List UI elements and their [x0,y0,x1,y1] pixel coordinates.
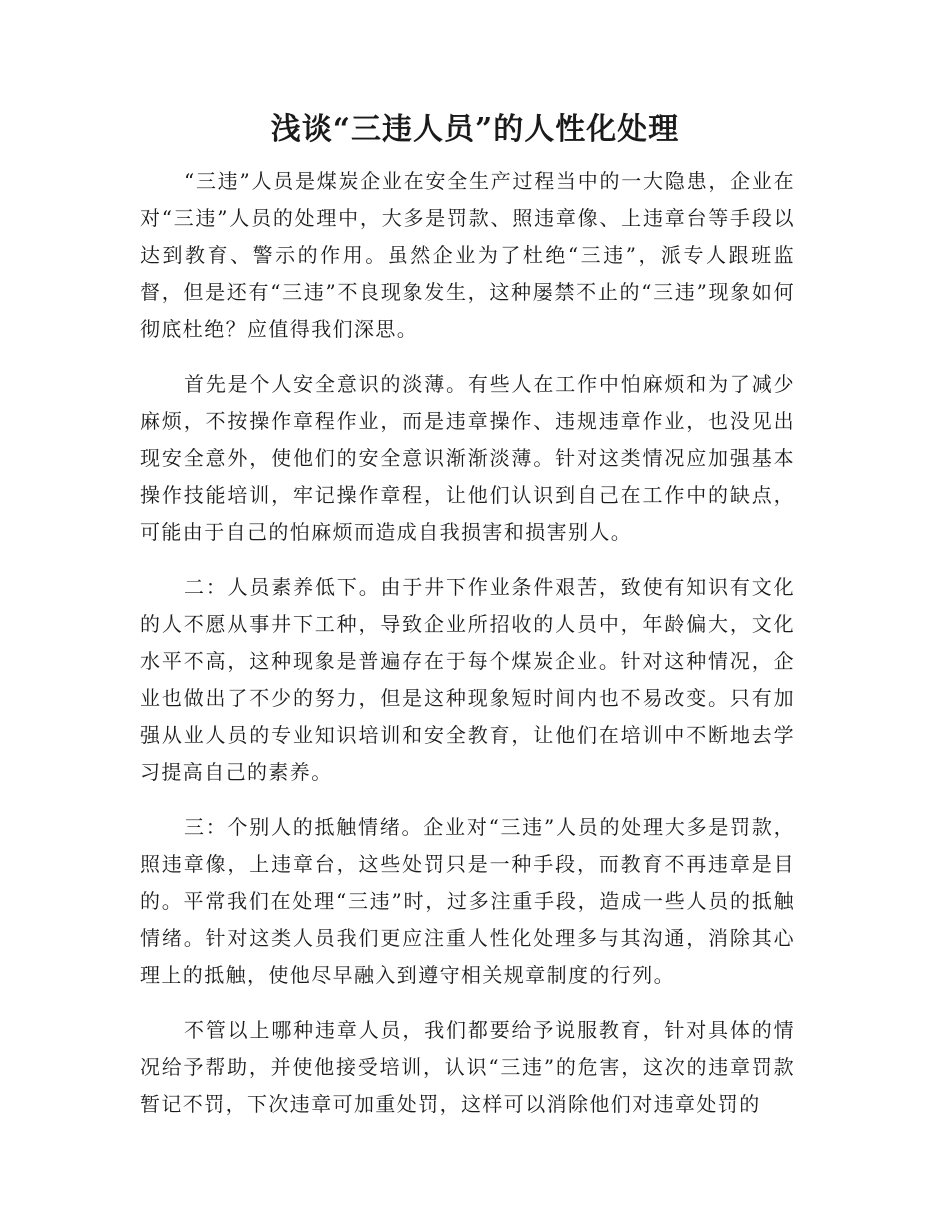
paragraph-safety-awareness: 首先是个人安全意识的淡薄。有些人在工作中怕麻烦和为了减少麻烦，不按操作章程作业，而是违章操作、违规违章作业，也没见出现安全意外，使他们的安全意识渐渐淡薄。针对这类情况应加强基本操作技能培训，牢记操作章程，让他们认识到自己在工作中的缺点，可能由于自己的怕麻烦而造成自我损害和损害别人。 [140,372,795,544]
document-title: 浅谈“三违人员”的人性化处理 [270,112,680,147]
document-body [140,163,795,1141]
paragraph-personnel-quality: 二：人员素养低下。由于井下作业条件艰苦，致使有知识有文化的人不愿从事井下工种，导致企业所招收的人员中，年龄偏大，文化水平不高，这种现象是普遍存在于每个煤炭企业。针对这种情况，企业也做出了不少的努力，但是这种现象短时间内也不易改变。只有加强从业人员的专业知识培训和安全教育，让他们在培训中不断地去学习提高自己的素养。 [140,575,795,784]
paragraph-intro: “三违”人员是煤炭企业在安全生产过程当中的一大隐患，企业在对“三违”人员的处理中，大多是罚款、照违章像、上违章台等手段以达到教育、警示的作用。虽然企业为了杜绝“三违”，派专人跟班监督，但是还有“三违”不良现象发生，这种屡禁不止的“三违”现象如何彻底杜绝？应值得我们深思。 [140,169,795,341]
paragraph-conclusion: 不管以上哪种违章人员，我们都要给予说服教育，针对具体的情况给予帮助，并使他接受培训，认识“三违”的危害，这次的违章罚款暂记不罚，下次违章可加重处罚，这样可以消除他们对违章处罚的 [140,1018,795,1116]
paragraph-resistance: 三：个别人的抵触情绪。企业对“三违”人员的处理大多是罚款，照违章像，上违章台，这些处罚只是一种手段，而教育不再违章是目的。平常我们在处理“三违”时，过多注重手段，造成一些人员的抵触情绪。针对这类人员我们更应注重人性化处理多与其沟通，消除其心理上的抵触，使他尽早融入到遵守相关规章制度的行列。 [140,815,795,987]
